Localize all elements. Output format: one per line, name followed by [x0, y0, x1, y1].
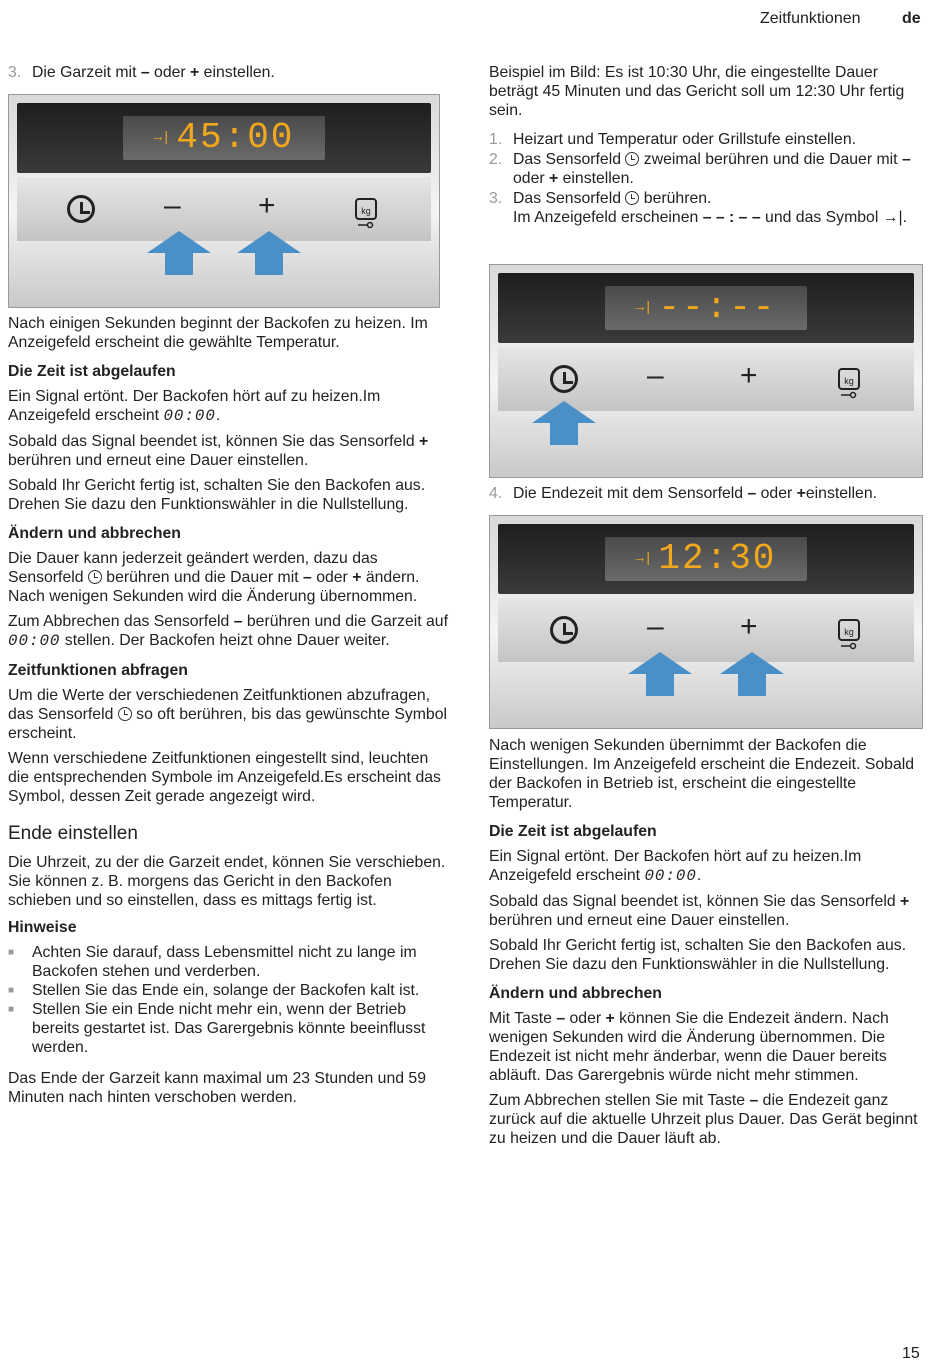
header-section-title: Zeitfunktionen	[760, 10, 861, 27]
duration-indicator-icon: →|	[153, 130, 171, 146]
heading-change-cancel: Ändern und abbrechen	[489, 985, 662, 1002]
arrow-pointer-plus	[720, 652, 784, 696]
paragraph-after-seconds: Nach wenigen Sekunden übernimmt der Backofen die Einstellungen. Im Anzeigefeld erscheint die Endezeit. Sobald der Backofen in Betrieb ist, erscheint die eingestellte Temperatur.	[489, 737, 915, 811]
arrow-pointer-plus	[237, 231, 301, 275]
list-item: ■ Stellen Sie das Ende ein, solange der Backofen kalt ist.	[8, 981, 448, 1000]
arrow-pointer-clock	[532, 401, 596, 445]
clock-icon	[118, 707, 132, 721]
clock-icon	[625, 152, 639, 166]
clock-icon	[88, 570, 102, 584]
svg-text:kg: kg	[844, 376, 854, 386]
panel-display: →| 45:00	[123, 116, 325, 160]
minus-sensor-icon: –	[647, 610, 664, 643]
paragraph-heating: Nach einigen Sekunden beginnt der Backofen zu heizen. Im Anzeigefeld erscheint die gewählte Temperatur.	[8, 315, 428, 351]
step-2: 2. Das Sensorfeld zweimal berühren und die Dauer mit – oder + einstellen.	[489, 151, 911, 187]
oven-panel-end-time	[489, 515, 923, 729]
end-indicator-icon: →|	[635, 300, 653, 316]
paragraph-end-intro: Die Uhrzeit, zu der die Garzeit endet, können Sie verschieben. Sie können z. B. morgens das Gericht in den Backofen schieben und so einstellen, dass es mittags fertig ist.	[8, 854, 446, 909]
oven-panel-duration	[8, 94, 440, 308]
clock-sensor-icon	[550, 616, 578, 644]
heading-change-cancel: Ändern und abbrechen	[8, 525, 181, 542]
paragraph-cancel: Zum Abbrechen das Sensorfeld – berühren und die Garzeit auf 00:00 stellen. Der Backofen heizt ohne Dauer weiter.	[8, 613, 448, 650]
left-column	[8, 63, 448, 83]
step-4: 4. Die Endezeit mit dem Sensorfeld – oder +einstellen.	[489, 485, 878, 502]
plus-sensor-icon: +	[258, 189, 276, 222]
plus-sensor-icon: +	[740, 610, 758, 643]
header-language: de	[902, 10, 921, 27]
left-column-text	[8, 314, 448, 1113]
list-item: ■ Stellen Sie ein Ende nicht mehr ein, wenn der Betrieb bereits gestartet ist. Das Garergebnis könnte beeinflusst werden.	[8, 1000, 448, 1057]
heading-time-elapsed: Die Zeit ist abgelaufen	[8, 363, 176, 380]
childlock-kg-icon	[837, 614, 861, 650]
paragraph-signal-ended: Sobald das Signal beendet ist, können Sie das Sensorfeld + berühren und erneut eine Dauer einstellen.	[489, 893, 910, 929]
paragraph-signal: Ein Signal ertönt. Der Backofen hört auf zu heizen.Im Anzeigefeld erscheint 00:00.	[8, 388, 381, 425]
heading-time-elapsed: Die Zeit ist abgelaufen	[489, 823, 657, 840]
plus-sensor-icon: +	[740, 359, 758, 392]
paragraph-example: Beispiel im Bild: Es ist 10:30 Uhr, die eingestellte Dauer beträgt 45 Minuten und das Gericht soll um 12:30 Uhr fertig sein.	[489, 64, 905, 119]
right-step-4	[489, 484, 934, 504]
svg-text:kg: kg	[361, 206, 371, 216]
paragraph-signal: Ein Signal ertönt. Der Backofen hört auf zu heizen.Im Anzeigefeld erscheint 00:00.	[489, 848, 862, 885]
minus-sensor-icon: –	[164, 189, 181, 222]
end-indicator-icon: →|	[635, 551, 653, 567]
heading-set-end: Ende einstellen	[8, 823, 138, 844]
end-time-symbol-icon: →|	[882, 209, 903, 226]
notes-list	[8, 943, 448, 1057]
clock-icon	[625, 191, 639, 205]
page-number: 15	[902, 1345, 920, 1362]
heading-query-functions: Zeitfunktionen abfragen	[8, 662, 188, 679]
paragraph-change-duration: Die Dauer kann jederzeit geändert werden, dazu das Sensorfeld berühren und die Dauer mit – oder + ändern. Nach wenigen Sekunden wird die Änderung übernommen.	[8, 550, 420, 605]
arrow-pointer-minus	[628, 652, 692, 696]
paragraph-signal-ended: Sobald das Signal beendet ist, können Sie das Sensorfeld + berühren und erneut eine Dauer einstellen.	[8, 433, 429, 469]
right-column-text	[489, 736, 929, 1154]
paragraph-max-shift: Das Ende der Garzeit kann maximal um 23 Stunden und 59 Minuten nach hinten verschoben werden.	[8, 1070, 426, 1106]
minus-sensor-icon: –	[647, 359, 664, 392]
right-column	[489, 63, 929, 228]
childlock-kg-icon	[354, 193, 378, 229]
svg-text:kg: kg	[844, 627, 854, 637]
paragraph-cancel-end: Zum Abbrechen stellen Sie mit Taste – die Endezeit ganz zurück auf die aktuelle Uhrzeit plus Dauer. Das Gerät beginnt zu heizen und die Dauer läuft ab.	[489, 1092, 918, 1147]
paragraph-dish-ready: Sobald Ihr Gericht fertig ist, schalten Sie den Backofen aus. Drehen Sie dazu den Funktionswähler in die Nullstellung.	[8, 477, 426, 513]
paragraph-query: Um die Werte der verschiedenen Zeitfunktionen abzufragen, das Sensorfeld so oft berühren, bis das gewünschte Symbol erscheint.	[8, 687, 448, 742]
panel-display: →| --:--	[605, 286, 807, 330]
paragraph-multiple-functions: Wenn verschiedene Zeitfunktionen eingestellt sind, leuchten die entsprechenden Symbole im Anzeigefeld.Es erscheint das Symbol, dessen Zeit gerade angezeigt wird.	[8, 750, 441, 805]
clock-sensor-icon	[67, 195, 95, 223]
oven-panel-end-empty	[489, 264, 923, 478]
clock-sensor-icon	[550, 365, 578, 393]
paragraph-change-end: Mit Taste – oder + können Sie die Endezeit ändern. Nach wenigen Sekunden wird die Änderung übernommen. Die Endezeit ist nicht mehr änderbar, wenn die Dauer bereits abläuft. Das Garergebnis würde nicht mehr stimmen.	[489, 1010, 889, 1084]
childlock-kg-icon	[837, 363, 861, 399]
list-item: ■ Achten Sie darauf, dass Lebensmittel nicht zu lange im Backofen stehen und verderben.	[8, 943, 448, 981]
arrow-pointer-minus	[147, 231, 211, 275]
step-3: 3. Die Garzeit mit – oder + einstellen.	[8, 64, 275, 81]
paragraph-dish-ready: Sobald Ihr Gericht fertig ist, schalten Sie den Backofen aus. Drehen Sie dazu den Funktionswähler in die Nullstellung.	[489, 937, 907, 973]
heading-notes: Hinweise	[8, 919, 77, 936]
panel-display: →| 12:30	[605, 537, 807, 581]
step-1: 1. Heizart und Temperatur oder Grillstufe einstellen.	[489, 131, 857, 148]
step-3-right: 3. Das Sensorfeld berühren. Im Anzeigefeld erscheinen – – : – – und das Symbol →|.	[489, 190, 908, 226]
